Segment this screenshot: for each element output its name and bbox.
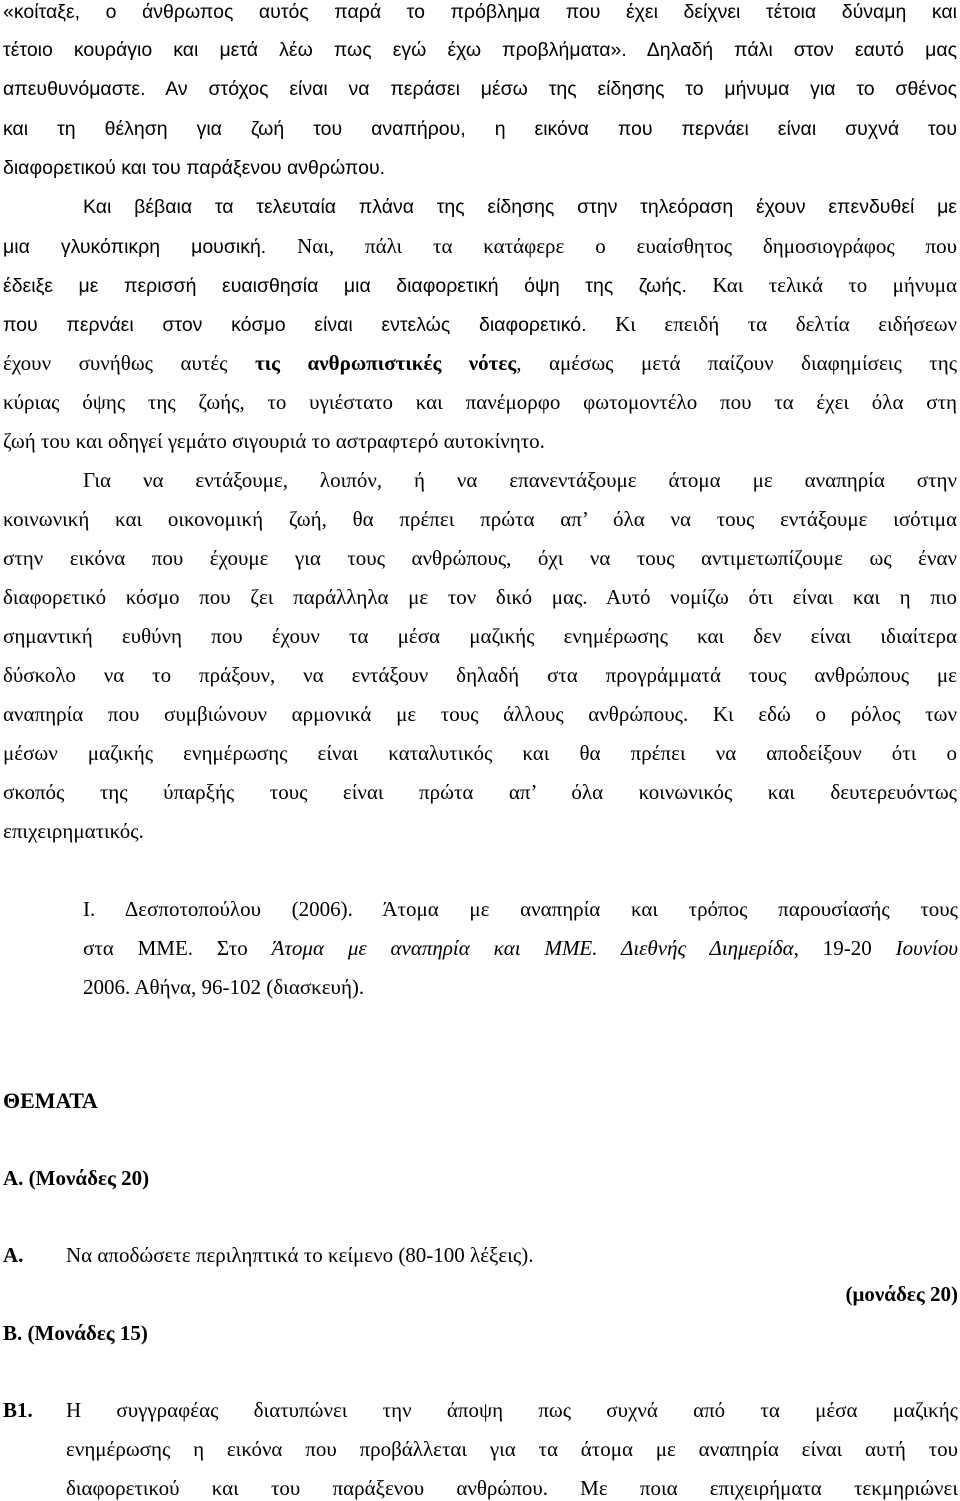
paragraph-3-line: διαφορετικό κόσμο που ζει παράλληλα με τον δικό μας. Αυτό νομίζω ότι είναι και η πιο bbox=[3, 585, 957, 609]
paragraph-1-line: διαφορετικού και του παράξενου ανθρώπου. bbox=[3, 157, 386, 179]
paragraph-3-line: αναπηρία που συμβιώνουν αρμονικά με τους άλλους ανθρώπους. Κι εδώ ο ρόλος των bbox=[3, 702, 957, 726]
paragraph-2-line: κύριας όψης της ζωής, το υγιέστατο και πανέμορφο φωτομοντέλο που τα έχει όλα στη bbox=[3, 390, 957, 414]
reference-text: , 19-20 bbox=[793, 936, 896, 960]
source-reference-line: Ι. Δεσποτοπούλου (2006). Άτομα με αναπηρία και τρόπος παρουσίασής τους bbox=[83, 897, 958, 921]
question-b1-line: Η συγγραφέας διατυπώνει την άποψη πως συχνά από τα μέσα μαζικής bbox=[66, 1398, 958, 1422]
paragraph-3-line: σημαντική ευθύνη που έχουν τα μέσα μαζικής ενημέρωσης και δεν είναι ιδιαίτερα bbox=[3, 624, 957, 648]
paragraph-3-line: Για να εντάξουμε, λοιπόν, ή να επανεντάξουμε άτομα με αναπηρία στην bbox=[83, 468, 957, 492]
reference-italic-title: Άτομα με αναπηρία και ΜΜΕ. Διεθνής Διημερίδα bbox=[271, 936, 794, 960]
paragraph-2-line: Και βέβαια τα τελευταία πλάνα της είδησης στην τηλεόραση έχουν επενδυθεί με bbox=[83, 196, 957, 218]
paragraph-2-text: μια γλυκόπικρη μουσική. bbox=[3, 236, 267, 258]
paragraph-3-line: σκοπός της ύπαρξής τους είναι πρώτα απ’ όλα κοινωνικός και δευτερευόντως bbox=[3, 780, 957, 804]
paragraph-2-text: έχουν συνήθως αυτές bbox=[3, 351, 228, 375]
paragraph-2-line bbox=[3, 312, 957, 337]
emphasis-bold-text: τις ανθρωπιστικές νότες bbox=[254, 351, 517, 375]
paragraph-2-text: που περνάει στον κόσμο είναι εντελώς διαφορετικό. bbox=[3, 314, 587, 336]
paragraph-1-line: απευθυνόμαστε. Αν στόχος είναι να περάσει μέσω της είδησης το μήνυμα για το σθένος bbox=[3, 78, 957, 100]
paragraph-2-line bbox=[3, 351, 957, 375]
source-reference-line bbox=[83, 936, 958, 960]
question-a-marks: (μονάδες 20) bbox=[845, 1282, 958, 1306]
paragraph-1-line: τέτοιο κουράγιο και μετά λέω πως εγώ έχω προβλήματα». Δηλαδή πάλι στον εαυτό μας bbox=[3, 39, 957, 61]
reference-italic-month: Ιουνίου bbox=[895, 936, 959, 960]
paragraph-1-line: και τη θέληση για ζωή του αναπήρου, η εικόνα που περνάει είναι συχνά του bbox=[3, 118, 957, 140]
paragraph-2-text: Κι επειδή τα δελτία ειδήσεων bbox=[615, 312, 958, 336]
part-b-heading: Β. (Μονάδες 15) bbox=[3, 1321, 148, 1345]
paragraph-3-line: επιχειρηματικός. bbox=[3, 819, 144, 843]
source-reference-line: 2006. Αθήνα, 96-102 (διασκευή). bbox=[83, 975, 365, 999]
question-a-label: Α. bbox=[3, 1243, 24, 1267]
paragraph-2-text: , αμέσως μετά παίζουν διαφημίσεις της bbox=[516, 351, 958, 375]
paragraph-2-line: ζωή του και οδηγεί γεμάτο σιγουριά το αστραφτερό αυτοκίνητο. bbox=[3, 429, 545, 453]
paragraph-3-line: στην εικόνα που έχουμε για τους ανθρώπους, όχι να τους αντιμετωπίζουμε ως έναν bbox=[3, 546, 957, 570]
paragraph-3-line: δύσκολο να το πράξουν, να εντάξουν δηλαδή στα προγράμματά τους ανθρώπους με bbox=[3, 663, 957, 687]
paragraph-2-line bbox=[3, 273, 957, 298]
paragraph-2-line bbox=[3, 234, 957, 259]
part-a-heading: Α. (Μονάδες 20) bbox=[3, 1166, 150, 1190]
paragraph-3-line: κοινωνική και οικονομική ζωή, θα πρέπει πρώτα απ’ όλα να τους εντάξουμε ισότιμα bbox=[3, 507, 957, 531]
question-b1-line: ενημέρωσης η εικόνα που προβάλλεται για τα άτομα με αναπηρία είναι αυτή του bbox=[66, 1437, 958, 1461]
section-title: ΘΕΜΑΤΑ bbox=[3, 1088, 98, 1113]
question-a-text: Να αποδώσετε περιληπτικά το κείμενο (80-100 λέξεις). bbox=[66, 1243, 534, 1267]
question-b1-line: διαφορετικού και του παράξενου ανθρώπου. Με ποια επιχειρήματα τεκμηριώνει bbox=[66, 1476, 958, 1500]
paragraph-2-text: Ναι, πάλι τα κατάφερε ο ευαίσθητος δημοσιογράφος που bbox=[297, 234, 957, 258]
paragraph-3-line: μέσων μαζικής ενημέρωσης είναι καταλυτικός και θα πρέπει να αποδείξουν ότι ο bbox=[3, 741, 957, 765]
question-b1-label: Β1. bbox=[3, 1398, 33, 1422]
paragraph-1-line: «κοίταξε, ο άνθρωπος αυτός παρά το πρόβλημα που έχει δείχνει τέτοια δύναμη και bbox=[3, 1, 957, 23]
reference-text: στα ΜΜΕ. Στο bbox=[83, 936, 272, 960]
paragraph-2-text: έδειξε με περισσή ευαισθησία μια διαφορετική όψη της ζωής. bbox=[3, 275, 687, 297]
paragraph-2-text: Και τελικά το μήνυμα bbox=[712, 273, 958, 297]
